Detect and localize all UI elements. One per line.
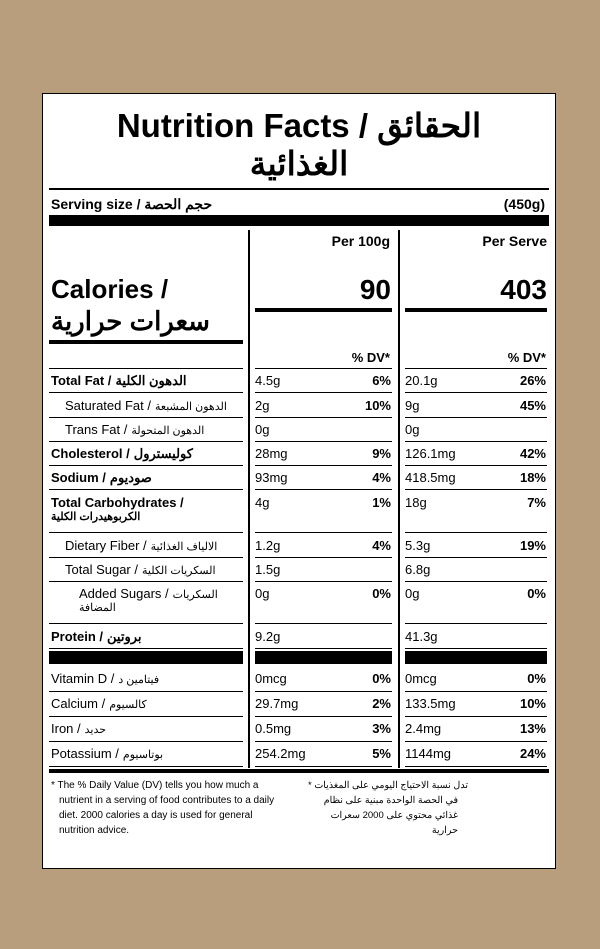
calories-label: Calories /	[51, 274, 169, 304]
value-per-serve: 20.1g	[405, 373, 438, 388]
dv-per-serve: 18%	[519, 470, 546, 485]
row-divider	[255, 623, 392, 624]
row-divider	[49, 766, 243, 767]
nutrient-label-en: Potassium /	[51, 746, 119, 761]
value-per-100g: 93mg	[255, 470, 288, 485]
nutrient-label-ar: حديد	[84, 724, 107, 736]
row-divider	[405, 532, 547, 533]
row-divider	[405, 392, 547, 393]
dv-per-100g: 2%	[372, 696, 391, 711]
nutrient-label-ar: بروتين	[107, 629, 142, 644]
title-line-2: الغذائية	[249, 145, 349, 182]
vitamin-band	[49, 651, 243, 664]
dv-per-100g: 5%	[372, 746, 391, 761]
footnote-line: nutrient in a serving of food contributes to a daily	[59, 795, 275, 806]
row-divider	[49, 465, 243, 466]
nutrient-label-ar: الدهون المتحولة	[131, 425, 205, 437]
value-per-100g: 0mcg	[255, 671, 287, 686]
row-divider	[255, 441, 392, 442]
nutrient-label	[51, 746, 163, 761]
row-divider	[405, 417, 547, 418]
serving-size-label: Serving size / حجم الحصة	[51, 196, 213, 212]
column-divider-1	[248, 230, 250, 768]
footnote-line-ar: حرارية	[431, 825, 458, 836]
nutrient-label-en: Protein /	[51, 629, 104, 644]
row-divider	[255, 557, 392, 558]
nutrient-label-ar: الدهون المشبعة	[155, 401, 227, 413]
nutrient-label-en: Trans Fat /	[65, 422, 128, 437]
row-divider	[255, 532, 392, 533]
dv-per-serve: 0%	[527, 671, 546, 686]
value-per-serve: 418.5mg	[405, 470, 456, 485]
nutrient-label-ar: السكريات الكلية	[142, 565, 216, 577]
value-per-serve: 126.1mg	[405, 446, 456, 461]
dv-header-per-serve: % DV*	[507, 350, 546, 365]
nutrient-label-en: Saturated Fat /	[65, 398, 151, 413]
value-per-100g: 4g	[255, 495, 270, 510]
row-divider	[255, 465, 392, 466]
nutrition-label	[42, 93, 556, 869]
value-per-serve: 18g	[405, 495, 427, 510]
dv-per-serve: 7%	[527, 495, 546, 510]
dv-per-serve: 13%	[519, 721, 546, 736]
dv-per-100g: 6%	[372, 373, 391, 388]
dv-per-serve: 10%	[519, 696, 546, 711]
calories-label-ar: سعرات حرارية	[51, 306, 210, 336]
row-divider	[405, 489, 547, 490]
row-divider	[49, 557, 243, 558]
calories-rule-1	[255, 308, 392, 312]
nutrient-label-en: Dietary Fiber /	[65, 538, 147, 553]
footnote-line-ar: في الحصة الواحدة مبنية على نظام	[323, 795, 458, 806]
dv-per-serve: 45%	[519, 398, 546, 413]
row-divider	[255, 648, 392, 649]
row-divider	[255, 581, 392, 582]
row-divider	[49, 392, 243, 393]
row-divider	[405, 557, 547, 558]
nutrient-label	[51, 446, 193, 462]
thick-divider	[49, 215, 549, 226]
dv-per-100g: 4%	[372, 538, 391, 553]
row-divider	[49, 417, 243, 418]
row-divider	[405, 766, 547, 767]
value-per-serve: 41.3g	[405, 629, 438, 644]
value-per-100g: 9.2g	[255, 629, 281, 644]
row-divider	[49, 716, 243, 717]
row-divider	[49, 368, 243, 369]
row-divider	[405, 368, 547, 369]
row-divider	[49, 489, 243, 490]
value-per-100g: 0.5mg	[255, 721, 292, 736]
nutrient-label	[51, 373, 187, 389]
value-per-100g: 4.5g	[255, 373, 281, 388]
per-serve-header: Per Serve	[482, 233, 547, 249]
footnote-arabic	[308, 778, 468, 838]
footnote-line: diet. 2000 calories a day is used for general	[59, 810, 253, 821]
calories-per-serve: 403	[500, 274, 547, 305]
footnote-line-ar: * تدل نسبة الاحتياج اليومي على المغذيات	[308, 780, 468, 791]
row-divider	[405, 465, 547, 466]
value-per-100g: 2g	[255, 398, 270, 413]
row-divider	[255, 741, 392, 742]
nutrient-label	[65, 398, 227, 413]
nutrient-label-en: Total Sugar /	[65, 562, 138, 577]
nutrient-label-ar: كوليسترول	[133, 446, 193, 461]
dv-per-100g: 0%	[372, 671, 391, 686]
value-per-100g: 1.5g	[255, 562, 281, 577]
column-divider-2	[398, 230, 400, 768]
dv-per-serve: 26%	[519, 373, 546, 388]
nutrient-label-en: Iron /	[51, 721, 81, 736]
row-divider	[255, 691, 392, 692]
dv-per-100g: 4%	[372, 470, 391, 485]
row-divider	[405, 716, 547, 717]
dv-per-100g: 10%	[364, 398, 391, 413]
row-divider	[49, 741, 243, 742]
value-per-serve: 9g	[405, 398, 420, 413]
nutrient-label-en: Cholesterol /	[51, 446, 130, 461]
footnote-line: * The % Daily Value (DV) tells you how much a	[51, 780, 259, 791]
row-divider	[255, 368, 392, 369]
nutrient-label-en: Vitamin D /	[51, 671, 115, 686]
nutrient-label-ar: الكربوهيدرات الكلية	[51, 511, 141, 523]
nutrient-label	[51, 696, 147, 711]
nutrient-label-en: Added Sugars /	[79, 586, 169, 601]
row-divider	[255, 716, 392, 717]
nutrient-label	[65, 562, 216, 577]
nutrient-label	[79, 586, 218, 614]
row-divider	[405, 623, 547, 624]
nutrient-label-en: Sodium /	[51, 470, 106, 485]
row-divider	[255, 417, 392, 418]
dv-per-100g: 3%	[372, 721, 391, 736]
calories-rule-label	[49, 340, 243, 344]
dv-per-serve: 24%	[519, 746, 546, 761]
divider	[49, 188, 549, 190]
row-divider	[49, 532, 243, 533]
nutrient-label-ar: الدهون الكلية	[115, 373, 187, 388]
dv-per-serve: 42%	[519, 446, 546, 461]
dv-per-serve: 19%	[519, 538, 546, 553]
value-per-serve: 133.5mg	[405, 696, 456, 711]
value-per-100g: 0g	[255, 586, 270, 601]
footnote-line-ar: غذائي محتوي على 2000 سعرات	[330, 810, 458, 821]
value-per-serve: 0g	[405, 422, 420, 437]
calories-rule-2	[405, 308, 547, 312]
nutrient-label-ar: صوديوم	[109, 470, 152, 485]
value-per-serve: 0g	[405, 586, 420, 601]
nutrient-label-ar: بوتاسيوم	[122, 749, 164, 761]
nutrient-label	[65, 422, 204, 437]
value-per-serve: 1144mg	[405, 746, 452, 761]
footer-divider	[49, 769, 549, 773]
nutrient-label-ar: كالسيوم	[109, 699, 147, 711]
row-divider	[255, 766, 392, 767]
nutrient-label-en: Calcium /	[51, 696, 106, 711]
value-per-100g: 29.7mg	[255, 696, 299, 711]
row-divider	[49, 441, 243, 442]
dv-per-100g: 0%	[372, 586, 391, 601]
value-per-serve: 2.4mg	[405, 721, 442, 736]
dv-per-100g: 1%	[372, 495, 391, 510]
dv-header-per-100g: % DV*	[351, 350, 390, 365]
value-per-serve: 6.8g	[405, 562, 431, 577]
row-divider	[405, 691, 547, 692]
row-divider	[49, 623, 243, 624]
row-divider	[255, 392, 392, 393]
footnote-english	[51, 778, 301, 838]
serving-size-value: (450g)	[503, 196, 545, 212]
nutrient-label-ar-line2: المضافة	[79, 602, 116, 614]
row-divider	[49, 691, 243, 692]
nutrient-label	[51, 470, 152, 486]
row-divider	[405, 741, 547, 742]
nutrient-label	[51, 671, 159, 686]
nutrient-label-ar: السكريات	[172, 589, 218, 601]
nutrient-label-en: Total Fat /	[51, 373, 112, 388]
value-per-100g: 28mg	[255, 446, 288, 461]
row-divider	[405, 441, 547, 442]
nutrient-label-ar: فيتامين د	[118, 674, 160, 686]
nutrient-label	[51, 495, 184, 523]
nutrient-label	[51, 721, 106, 736]
dv-per-serve: 0%	[527, 586, 546, 601]
row-divider	[405, 581, 547, 582]
nutrient-label-en: Total Carbohydrates /	[51, 495, 184, 510]
vitamin-band	[405, 651, 547, 664]
row-divider	[255, 489, 392, 490]
value-per-100g: 254.2mg	[255, 746, 306, 761]
nutrient-label-ar: الالياف الغذائية	[150, 541, 218, 553]
nutrient-label	[51, 629, 142, 645]
value-per-100g: 0g	[255, 422, 270, 437]
title-line-1: Nutrition Facts / الحقائق	[116, 107, 482, 144]
nutrient-label	[65, 538, 217, 553]
calories-per-100g: 90	[359, 274, 391, 305]
row-divider	[405, 648, 547, 649]
row-divider	[49, 581, 243, 582]
footnote-line: nutrition advice.	[59, 825, 130, 836]
dv-per-100g: 9%	[372, 446, 391, 461]
vitamin-band	[255, 651, 392, 664]
value-per-serve: 5.3g	[405, 538, 431, 553]
per-100g-header: Per 100g	[331, 233, 390, 249]
value-per-serve: 0mcg	[405, 671, 437, 686]
value-per-100g: 1.2g	[255, 538, 281, 553]
row-divider	[49, 648, 243, 649]
